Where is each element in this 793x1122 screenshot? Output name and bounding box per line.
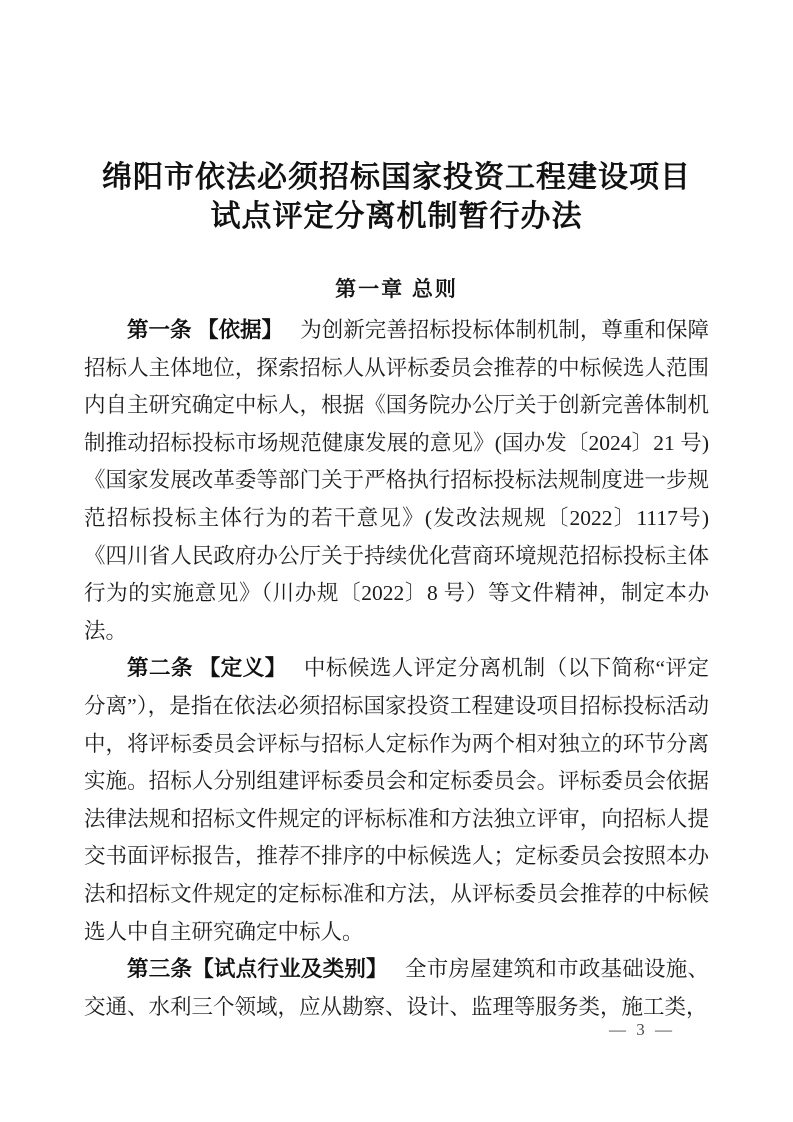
- article-2-paragraph: [84, 650, 709, 951]
- document-title-line-2: 试点评定分离机制暂行办法: [210, 200, 583, 233]
- article-3-paragraph: [84, 951, 709, 1026]
- article-3-text: 全市房屋建筑和市政基础设施、交通、水利三个领域，应从勘察、设计、监理等服务类，施工类，: [84, 957, 709, 1019]
- document-body: [84, 312, 709, 1026]
- chapter-heading: 第一章 总则: [335, 278, 458, 301]
- article-2-lead: 第二条 【定义】: [127, 656, 287, 681]
- page-number: — 3 —: [609, 1020, 675, 1039]
- article-1-lead: 第一条 【依据】: [127, 318, 284, 342]
- document-title: [84, 158, 709, 236]
- article-1-paragraph: [84, 312, 709, 650]
- document-title-line-1: 绵阳市依法必须招标国家投资工程建设项目: [102, 161, 691, 194]
- article-3-lead: 第三条【试点行业及类别】: [127, 957, 388, 982]
- article-2-text: 中标候选人评定分离机制（以下简称“评定分离”），是指在依法必须招标国家投资工程建设项目招标投标活动中，将评标委员会评标与招标人定标作为两个相对独立的环节分离实施。招标人分别组建评标委员会和定标委员会。评标委员会依据法律法规和招标文件规定的评标标准和方法独立评审，向招标人提交书面评标报告，推荐不排序的中标候选人；定标委员会按照本办法和招标文件规定的定标标准和方法，从评标委员会推荐的中标候选人中自主研究确定中标人。: [84, 656, 709, 944]
- article-1-text: 为创新完善招标投标体制机制，尊重和保障招标人主体地位，探索招标人从评标委员会推荐的中标候选人范围内自主研究确定中标人，根据《国务院办公厅关于创新完善体制机制推动招标投标市场规范健康发展的意见》(国办发〔2024〕21 号)《国家发展改革委等部门关于严格执行招标投标法规制度进一步规范招标投标主体行为的若干意见》(发改法规规〔2022〕1117号)《四川省人民政府办公厅关于持续优化营商环境规范招标投标主体行为的实施意见》（川办规〔2022〕8 号）等文件精神，制定本办法。: [84, 318, 709, 643]
